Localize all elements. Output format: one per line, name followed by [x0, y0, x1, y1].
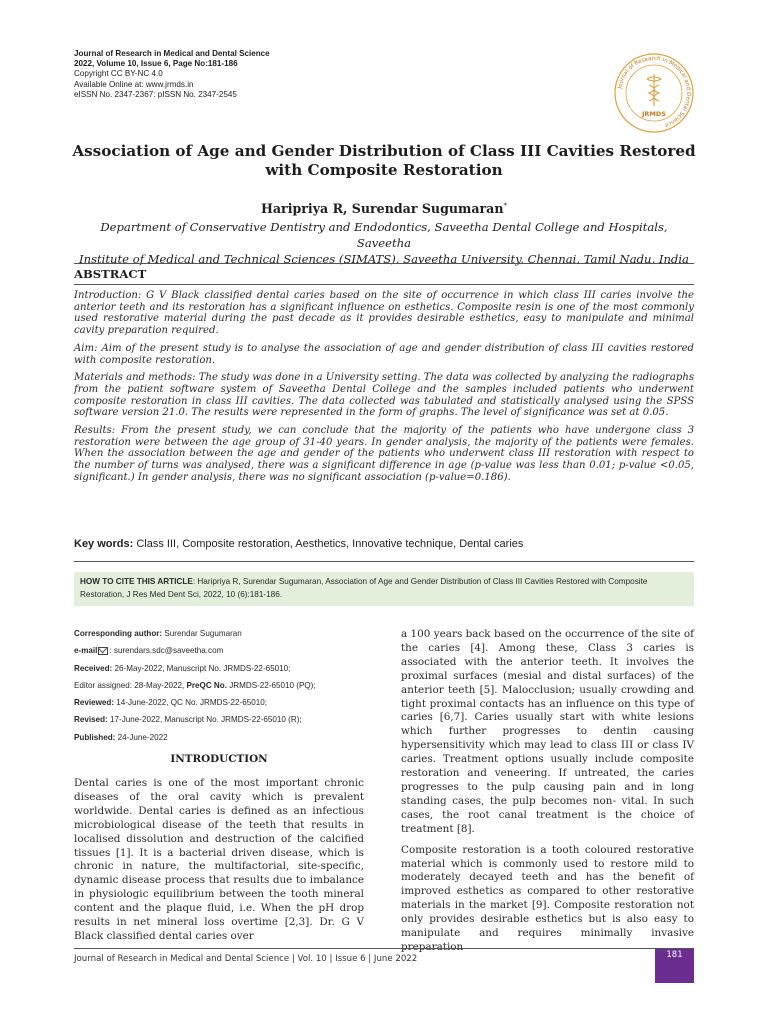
copyright-line: Copyright CC BY-NC 4.0 [74, 69, 163, 79]
citation-text: : Haripriya R, Surendar Sugumaran, Association of Age and Gender Distribution of Class III Cavities Restored with Composite Restoration, J Res Med Dent Sci, 2022, 10 (6):181-186. [80, 577, 648, 599]
logo-abbr: JRMDS [642, 110, 666, 118]
title-line-1: Association of Age and Gender Distribution of Class III Cavities Restored [72, 142, 696, 160]
email-line: e-mail : surendars.sdc@saveetha.com [74, 646, 224, 656]
affiliation-line-2: Institute of Medical and Technical Sciences (SIMATS), Saveetha University, Chennai, Tamil Nadu, India [79, 252, 689, 266]
abstract-methods: Materials and methods: The study was done in a University setting. The data was collected by analyzing the radiographs from the patient software system of Saveetha Dental College and the samples included patients who underwent composite restoration in class III cavities. The data collected was tabulated and statistically analysed using the SPSS software version 21.0. The results were represented in the form of graphs. The level of significance was set at 0.05. [74, 372, 694, 419]
journal-logo [613, 52, 695, 134]
intro-paragraph-left: Dental caries is one of the most important chronic diseases of the oral cavity which is prevalent worldwide. Dental caries is defined as an infectious microbiological disease of the teeth that results in localised dissolution and destruction of the calcified tissues [1]. It is a bacterial driven disease, which is chronic in nature, the multifactorial, site-specific, dynamic disease process that results due to imbalance in physiologic equilibrium between the tooth mineral content and the plaque fluid, i.e. When the pH drop results in net mineral loss overtime [2,3]. Dr. G V Black classified dental caries over [74, 777, 364, 942]
abstract-results: Results: From the present study, we can conclude that the majority of the patients who have undergone class 3 restoration were between the age group of 31-40 years. In gender analysis, the majority of the patients were females. When the association between the age and gender of the patients who underwent class III restoration with respect to the number of turns was analysed, there was a significant difference in age (p-value was less than 0.01; p-value <0.05, significant.) In gender analysis, there was no significant association (p-value=0.186). [74, 425, 694, 483]
caduceus-icon [647, 74, 661, 106]
footer-text: Journal of Research in Medical and Dental Science | Vol. 10 | Issue 6 | June 2022 [74, 954, 418, 964]
affiliation [74, 219, 694, 267]
keywords-label: Key words: [74, 538, 134, 550]
citation-box [74, 572, 694, 606]
keywords-rule [74, 561, 694, 562]
correspondence-block [74, 625, 364, 746]
journal-name: Journal of Research in Medical and Dental Science [74, 49, 270, 58]
issn-line: eISSN No. 2347-2367: pISSN No. 2347-2545 [74, 89, 237, 99]
abstract-heading-rule [74, 284, 694, 285]
journal-header [74, 49, 454, 100]
page-number: 181 [655, 949, 694, 983]
reviewed-line: Reviewed: 14-June-2022, QC No. JRMDS-22-65010; [74, 698, 268, 708]
email-address[interactable]: : surendars.sdc@saveetha.com [109, 646, 224, 656]
citation-label: HOW TO CITE THIS ARTICLE [80, 577, 193, 586]
article-title [60, 142, 708, 180]
issue-line: 2022, Volume 10, Issue 6, Page No:181-186 [74, 59, 238, 69]
keywords [74, 537, 694, 551]
abstract-top-rule [74, 263, 694, 264]
title-line-2: with Composite Restoration [265, 161, 503, 179]
introduction-heading: INTRODUCTION [170, 753, 268, 765]
author-names: Haripriya R, Surendar Sugumaran [261, 201, 504, 217]
corresponding-author: Corresponding author: Surendar Sugumaran [74, 629, 242, 638]
envelope-icon [98, 647, 108, 655]
published-line: Published: 24-June-2022 [74, 732, 168, 742]
intro-paragraph-right-1: a 100 years back based on the occurrence of the site of the caries [4]. Among these, Class 3 caries is associated with the anterior teeth. It involves the proximal surfaces (mesial and distal surfaces) of the anterior teeth [5]. Malocclusion; usually crowding and tight proximal contacts has an influence on this type of caries [6,7]. Caries usually start with white lesions which further progresses to dentin causing hypersensitivity which may lead to class III or class IV caries. Treatment options usually include composite restoration and veneering. If untreated, the caries progresses to the pulp causing pain and in long standing cases, the pulp becomes non- vital. In such cases, the root canal treatment is the choice of treatment [8]. [401, 628, 694, 835]
abstract-body [74, 290, 694, 490]
left-column-body [74, 777, 364, 944]
editor-line: Editor assigned: 28-May-2022, PreQC No. JRMDS-22-65010 (PQ); [74, 680, 316, 690]
keywords-list: Class III, Composite restoration, Aesthetics, Innovative technique, Dental caries [136, 538, 524, 550]
footer-rule [74, 948, 694, 949]
abstract-introduction: Introduction: G V Black classified dental caries based on the site of occurrence in which class III caries involve the anterior teeth and its restoration has a significant influence on esthetics. Composite resin is one of the most commonly used restorative material during the past decade as it provides desirable esthetics, easy to manipulate and minimal cavity preparation required. [74, 290, 694, 337]
received-line: Received: 26-May-2022, Manuscript No. JRMDS-22-65010; [74, 663, 291, 673]
right-column-body [401, 628, 694, 962]
authors [60, 198, 708, 217]
availability-line: Available Online at: www.jrmds.in [74, 79, 194, 89]
abstract-aim: Aim: Aim of the present study is to analyse the association of age and gender distribution of class III cavities restored with composite restoration. [74, 342, 694, 366]
corresponding-mark: * [503, 202, 507, 210]
abstract-heading: ABSTRACT [74, 267, 147, 281]
affiliation-line-1: Department of Conservative Dentistry and Endodontics, Saveetha Dental College and Hospitals, Saveetha [100, 220, 668, 250]
intro-paragraph-right-2: Composite restoration is a tooth coloured restorative material which is commonly used to restore mild to moderately decayed teeth and has the benefit of improved esthetics as compared to other restorative materials in the market [9]. Composite restoration not only provides desirable esthetics but is also easy to manipulate and requires minimally invasive preparation [401, 843, 694, 953]
logo-ring-text: Journal of Research in Medical and Dental Science [617, 55, 692, 129]
revised-line: Revised: 17-June-2022, Manuscript No. JRMDS-22-65010 (R); [74, 715, 302, 725]
